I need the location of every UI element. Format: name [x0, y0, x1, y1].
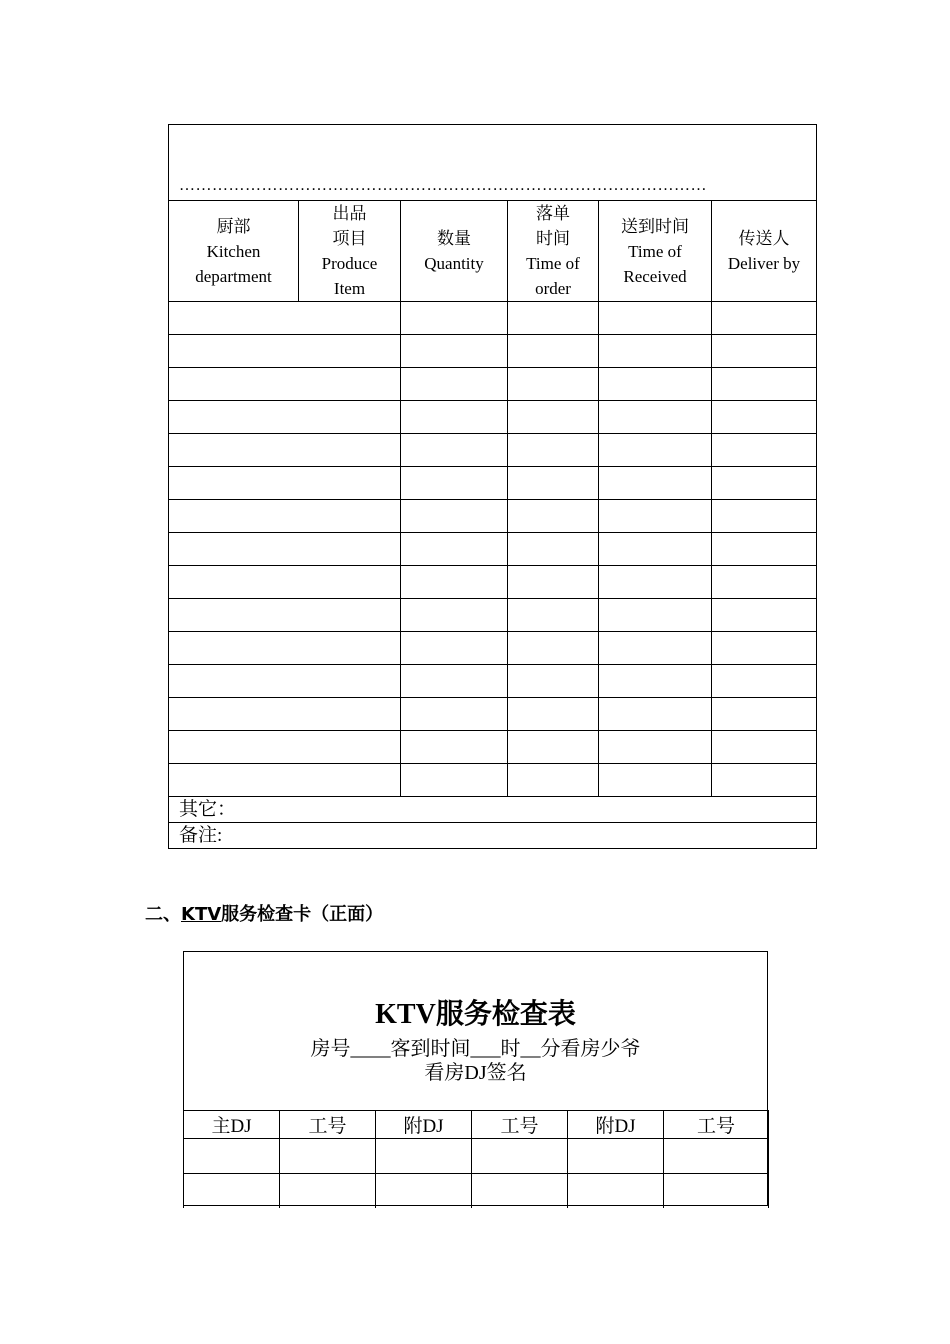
order-entry-cell[interactable] [508, 500, 599, 533]
header-produce-item: 出品项目 Produce Item [299, 201, 401, 302]
order-entry-cell[interactable] [401, 599, 508, 632]
order-entry-cell[interactable] [712, 665, 817, 698]
order-entry-cell[interactable] [508, 467, 599, 500]
order-entry-cell[interactable] [401, 764, 508, 797]
order-entry-cell[interactable] [508, 368, 599, 401]
order-entry-row [169, 764, 817, 797]
order-form-table [168, 124, 817, 849]
order-entry-cell[interactable] [712, 500, 817, 533]
order-entry-row [169, 467, 817, 500]
order-entry-cell[interactable] [599, 665, 712, 698]
ktv-card-header [184, 952, 767, 1110]
other-row [169, 797, 817, 823]
order-entry-row [169, 566, 817, 599]
order-entry-cell[interactable] [401, 401, 508, 434]
order-entry-row [169, 401, 817, 434]
order-entry-cell[interactable] [169, 467, 401, 500]
order-entry-cell[interactable] [712, 302, 817, 335]
order-entry-row [169, 302, 817, 335]
order-entry-row [169, 632, 817, 665]
dotted-fill-line [169, 125, 817, 201]
order-entry-cell[interactable] [599, 335, 712, 368]
order-entry-row [169, 434, 817, 467]
order-entry-cell[interactable] [401, 368, 508, 401]
remarks-row [169, 823, 817, 849]
header-time-received: 送到时间 Time of Received [599, 201, 712, 302]
col-assist-dj: 附DJ [568, 1111, 664, 1139]
other-label: 其它： [169, 797, 817, 823]
order-entry-cell[interactable] [712, 566, 817, 599]
order-entry-row [169, 698, 817, 731]
order-entry-cell[interactable] [169, 632, 401, 665]
order-entry-cell[interactable] [169, 401, 401, 434]
order-entry-cell[interactable] [599, 698, 712, 731]
order-entry-cell[interactable] [508, 401, 599, 434]
order-entry-cell[interactable] [169, 764, 401, 797]
order-entry-cell[interactable] [712, 368, 817, 401]
order-entry-cell[interactable] [169, 599, 401, 632]
order-entry-cell[interactable] [401, 500, 508, 533]
ktv-entry-cell[interactable] [376, 1139, 472, 1174]
order-entry-cell[interactable] [599, 401, 712, 434]
order-entry-row [169, 500, 817, 533]
order-entry-row [169, 335, 817, 368]
ktv-card-title: KTV服务检查表 [375, 999, 576, 1030]
ktv-check-card [183, 951, 768, 1206]
order-entry-cell[interactable] [401, 665, 508, 698]
order-entry-cell[interactable] [401, 533, 508, 566]
order-entry-cell[interactable] [169, 731, 401, 764]
col-main-dj: 主DJ [184, 1111, 280, 1139]
order-entry-cell[interactable] [599, 566, 712, 599]
header-quantity: 数量 Quantity [401, 201, 508, 302]
order-entry-cell[interactable] [401, 335, 508, 368]
ktv-card-signature-line: 看房DJ签名 [424, 1062, 527, 1084]
order-entry-cell[interactable] [508, 533, 599, 566]
order-entry-cell[interactable] [169, 698, 401, 731]
order-entry-cell[interactable] [599, 500, 712, 533]
ktv-entry-row [184, 1174, 769, 1209]
order-entry-cell[interactable] [712, 632, 817, 665]
ktv-entry-cell[interactable] [472, 1174, 568, 1209]
order-entry-cell[interactable] [508, 599, 599, 632]
order-entry-cell[interactable] [599, 467, 712, 500]
order-entry-cell[interactable] [401, 467, 508, 500]
ktv-dj-table [183, 1110, 769, 1208]
section-heading: 二、KTV服务检查卡（正面） [145, 904, 384, 925]
order-entry-cell[interactable] [712, 434, 817, 467]
order-entry-cell[interactable] [401, 566, 508, 599]
remarks-label: 备注: [169, 823, 817, 849]
order-entry-row [169, 368, 817, 401]
order-entry-cell[interactable] [508, 632, 599, 665]
ktv-entry-cell[interactable] [568, 1139, 664, 1174]
order-entry-cell[interactable] [599, 533, 712, 566]
order-entry-cell[interactable] [169, 533, 401, 566]
order-entry-cell[interactable] [508, 566, 599, 599]
ktv-entry-cell[interactable] [664, 1139, 769, 1174]
order-entry-cell[interactable] [169, 368, 401, 401]
order-entry-cell[interactable] [599, 302, 712, 335]
header-time-of-order: 落单时间 Time of order [508, 201, 599, 302]
order-entry-cell[interactable] [599, 599, 712, 632]
order-entry-cell[interactable] [508, 698, 599, 731]
order-entry-row [169, 533, 817, 566]
order-entry-cell[interactable] [712, 698, 817, 731]
ktv-entry-cell[interactable] [472, 1139, 568, 1174]
order-entry-cell[interactable] [401, 731, 508, 764]
order-entry-cell[interactable] [712, 467, 817, 500]
order-entry-cell[interactable] [712, 599, 817, 632]
order-entry-cell[interactable] [508, 665, 599, 698]
order-entry-cell[interactable] [712, 731, 817, 764]
order-entry-cell[interactable] [169, 434, 401, 467]
ktv-entry-cell[interactable] [184, 1174, 280, 1209]
ktv-entry-cell[interactable] [184, 1139, 280, 1174]
order-entry-cell[interactable] [169, 566, 401, 599]
order-entry-row [169, 731, 817, 764]
order-entry-cell[interactable] [169, 500, 401, 533]
ktv-entry-cell[interactable] [376, 1174, 472, 1209]
order-entry-cell[interactable] [712, 335, 817, 368]
ktv-entry-cell[interactable] [280, 1174, 376, 1209]
order-entry-cell[interactable] [401, 698, 508, 731]
col-staff-id: 工号 [472, 1111, 568, 1139]
order-entry-cell[interactable] [169, 335, 401, 368]
order-entry-cell[interactable] [508, 434, 599, 467]
dotted-line-text: …………………………………………………………………………………… [179, 177, 707, 194]
order-entry-cell[interactable] [508, 302, 599, 335]
order-entry-cell[interactable] [599, 731, 712, 764]
order-header-row [169, 201, 817, 302]
col-assist-dj: 附DJ [376, 1111, 472, 1139]
order-entry-cell[interactable] [599, 632, 712, 665]
ktv-header-row [184, 1111, 769, 1139]
order-entry-row [169, 665, 817, 698]
col-staff-id: 工号 [280, 1111, 376, 1139]
ktv-entry-row [184, 1139, 769, 1174]
order-entry-cell[interactable] [712, 764, 817, 797]
order-entry-cell[interactable] [599, 434, 712, 467]
order-entry-cell[interactable] [599, 368, 712, 401]
order-entry-cell[interactable] [712, 401, 817, 434]
order-entry-cell[interactable] [169, 302, 401, 335]
order-entry-cell[interactable] [599, 764, 712, 797]
ktv-entry-cell[interactable] [568, 1174, 664, 1209]
col-staff-id: 工号 [664, 1111, 769, 1139]
header-deliver-by: 传送人 Deliver by [712, 201, 817, 302]
order-entry-cell[interactable] [401, 302, 508, 335]
order-entry-cell[interactable] [508, 731, 599, 764]
ktv-card-room-line: 房号____客到时间___时__分看房少爷 [310, 1038, 641, 1060]
ktv-entry-cell[interactable] [280, 1139, 376, 1174]
order-entry-cell[interactable] [508, 764, 599, 797]
ktv-entry-cell[interactable] [664, 1174, 769, 1209]
order-entry-cell[interactable] [401, 632, 508, 665]
order-entry-cell[interactable] [712, 533, 817, 566]
order-entry-cell[interactable] [401, 434, 508, 467]
order-entry-cell[interactable] [169, 665, 401, 698]
header-kitchen-department: 厨部 Kitchen department [169, 201, 299, 302]
order-entry-row [169, 599, 817, 632]
order-entry-cell[interactable] [508, 335, 599, 368]
